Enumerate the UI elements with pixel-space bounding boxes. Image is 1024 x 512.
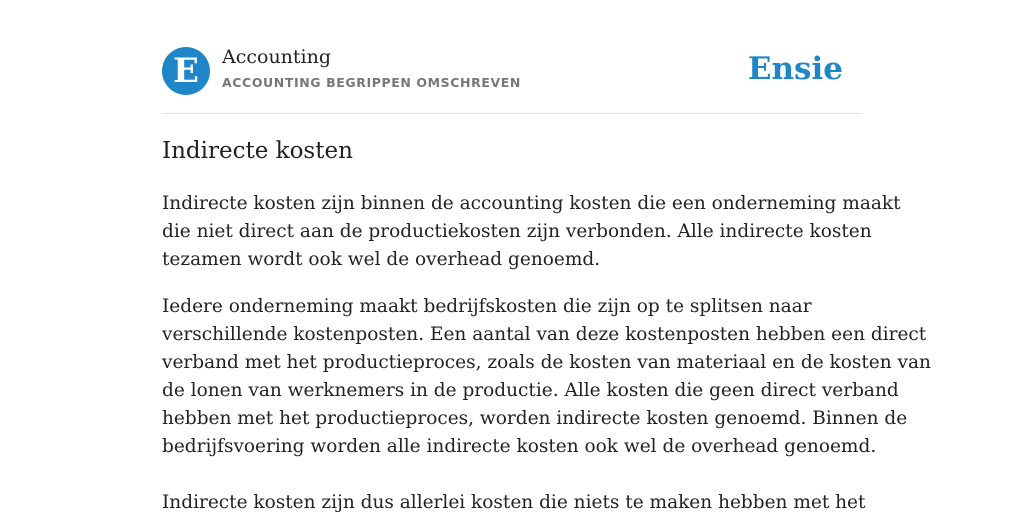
header-divider [162, 113, 862, 114]
paragraph-line: verband met het productieproces, zoals de kosten van materiaal en de kosten van [162, 352, 931, 373]
paragraph-line: Iedere onderneming maakt bedrijfskosten die zijn op te splitsen naar [162, 296, 812, 317]
paragraph-line: Indirecte kosten zijn dus allerlei kosten die niets te maken hebben met het [162, 492, 866, 512]
paragraph-line: Indirecte kosten zijn binnen de accounting kosten die een onderneming maakt [162, 193, 901, 214]
paragraph-line: tezamen wordt ook wel de overhead genoemd. [162, 249, 601, 270]
ensie-logo-icon[interactable]: E [162, 47, 210, 95]
paragraph [162, 190, 901, 274]
paragraph-line: bedrijfsvoering worden alle indirecte kosten ook wel de overhead genoemd. [162, 436, 877, 457]
site-subtitle: ACCOUNTING BEGRIPPEN OMSCHREVEN [222, 75, 521, 90]
paragraph-line: die niet direct aan de productiekosten zijn verbonden. Alle indirecte kosten [162, 221, 872, 242]
brand-logo[interactable]: Ensie [747, 51, 843, 87]
paragraph-line: hebben met het productieproces, worden indirecte kosten genoemd. Binnen de [162, 408, 908, 429]
paragraph [162, 293, 931, 461]
site-header [162, 46, 862, 96]
paragraph-line: verschillende kostenposten. Een aantal van deze kostenposten hebben een direct [162, 324, 927, 345]
page-title: Indirecte kosten [162, 138, 353, 164]
paragraph [162, 489, 865, 512]
site-title[interactable]: Accounting [222, 46, 332, 68]
paragraph-line: de lonen van werknemers in de productie. Alle kosten die geen direct verband [162, 380, 899, 401]
